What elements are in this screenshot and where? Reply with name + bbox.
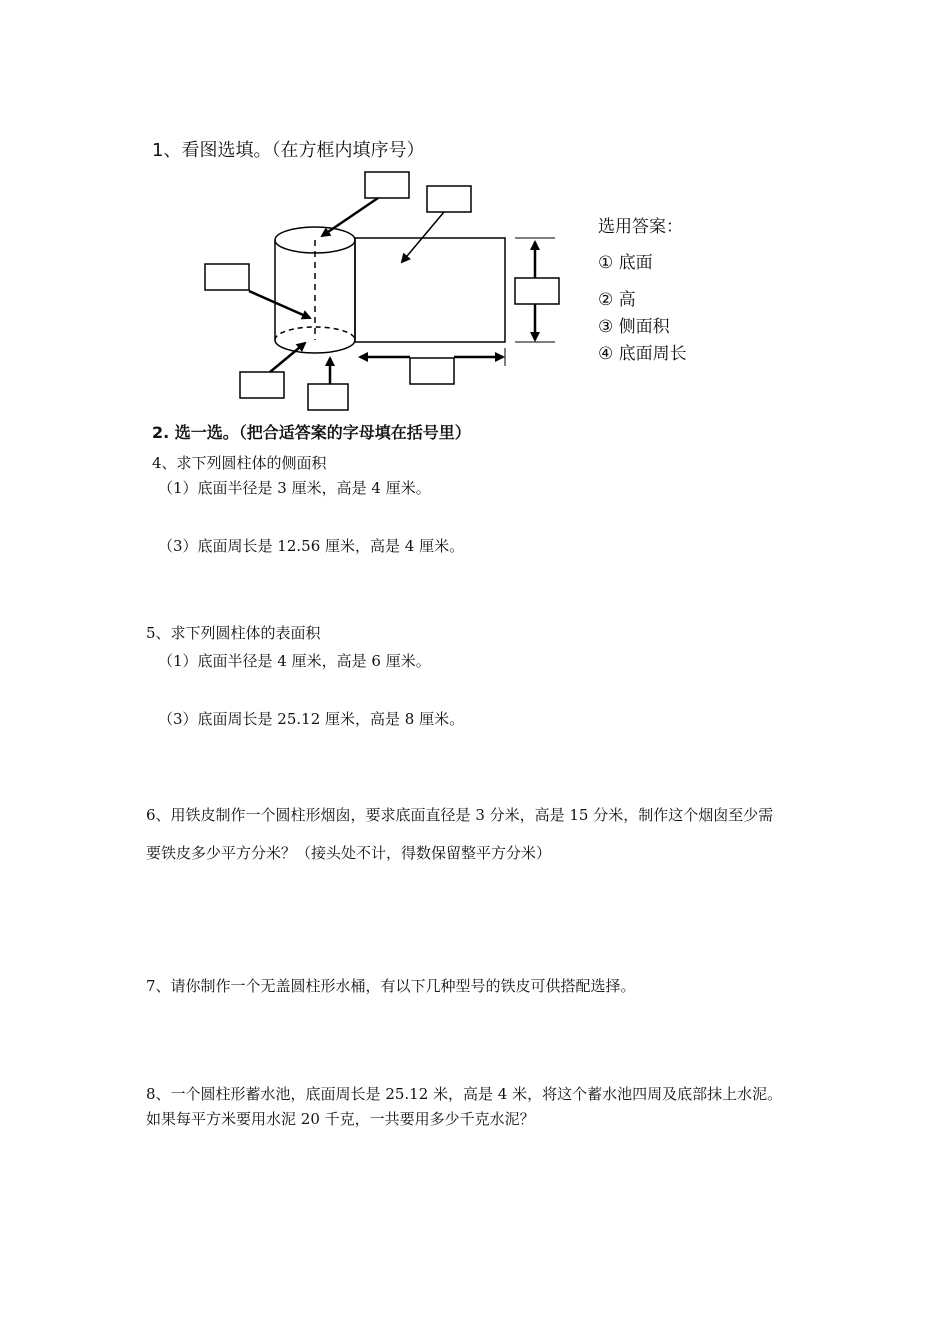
question-7-text: 7、请你制作一个无盖圆柱形水桶，有以下几种型号的铁皮可供搭配选择。 bbox=[146, 977, 636, 995]
question-2-title: 2. 选一选。（把合适答案的字母填在括号里） bbox=[152, 423, 471, 442]
cylinder-shape bbox=[275, 227, 355, 353]
legend-option-2: ② 高 bbox=[598, 290, 636, 310]
question-5-title: 5、求下列圆柱体的表面积 bbox=[146, 624, 321, 642]
answer-box-2 bbox=[427, 186, 471, 212]
arrow-to-height bbox=[249, 291, 310, 318]
cylinder-bottom-front bbox=[275, 340, 355, 353]
legend-option-4: ④ 底面周长 bbox=[598, 344, 687, 364]
answer-box-3 bbox=[205, 264, 249, 290]
answer-box-6 bbox=[308, 384, 348, 410]
answer-box-7 bbox=[410, 358, 454, 384]
question-8-line-1: 8、一个圆柱形蓄水池，底面周长是 25.12 米，高是 4 米，将这个蓄水池四周及底部抹上水泥。 bbox=[146, 1085, 783, 1103]
question-8-line-2: 如果每平方米要用水泥 20 千克，一共要用多少千克水泥？ bbox=[146, 1110, 535, 1128]
unrolled-side-rectangle bbox=[355, 238, 505, 342]
question-6-line-2: 要铁皮多少平方分米？（接头处不计，得数保留整平方分米） bbox=[146, 844, 552, 862]
question-5-item-3: （3）底面周长是 25.12 厘米，高是 8 厘米。 bbox=[158, 710, 465, 728]
answer-box-5 bbox=[240, 372, 284, 398]
question-4-item-1: （1）底面半径是 3 厘米，高是 4 厘米。 bbox=[158, 479, 431, 497]
arrow-to-bottom-face bbox=[270, 343, 305, 372]
legend-title: 选用答案： bbox=[598, 217, 683, 237]
arrow-to-rectangle bbox=[402, 212, 444, 262]
answer-box-1 bbox=[365, 172, 409, 198]
question-4-item-3: （3）底面周长是 12.56 厘米，高是 4 厘米。 bbox=[158, 537, 465, 555]
question-4-title: 4、求下列圆柱体的侧面积 bbox=[152, 454, 327, 472]
legend-option-1: ① 底面 bbox=[598, 253, 653, 273]
legend-option-3: ③ 侧面积 bbox=[598, 317, 670, 337]
arrow-to-top-face bbox=[322, 198, 378, 236]
question-5-item-1: （1）底面半径是 4 厘米，高是 6 厘米。 bbox=[158, 652, 431, 670]
answer-box-4 bbox=[515, 278, 559, 304]
question-1-title: 1、看图选填。（在方框内填序号） bbox=[152, 140, 425, 161]
question-6-line-1: 6、用铁皮制作一个圆柱形烟囱，要求底面直径是 3 分米，高是 15 分米，制作这个烟囱至少需 bbox=[146, 806, 774, 824]
cylinder-diagram bbox=[0, 0, 950, 440]
